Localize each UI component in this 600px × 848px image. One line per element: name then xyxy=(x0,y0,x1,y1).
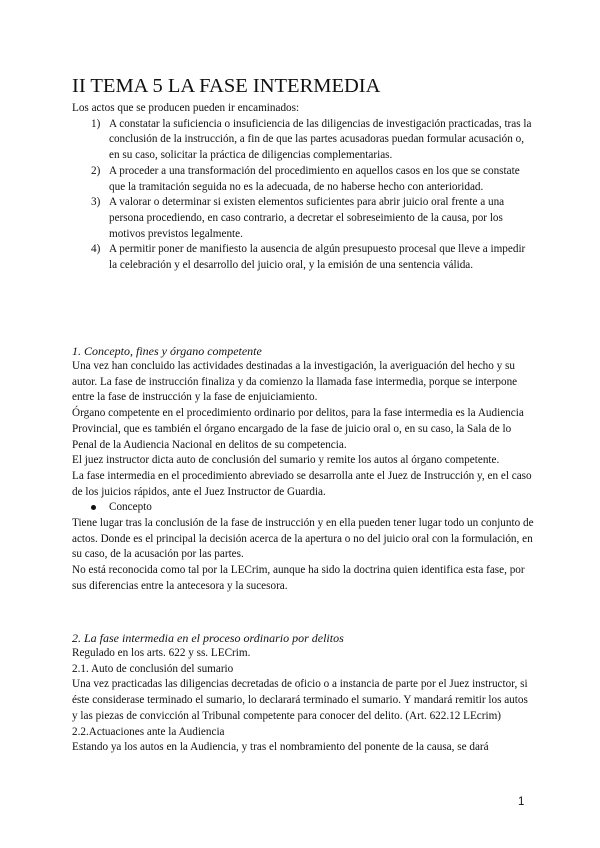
section-1-paragraph: El juez instructor dicta auto de conclusión del sumario y remite los autos al órgano competente. xyxy=(72,454,500,467)
list-item-number: 4) xyxy=(91,243,101,256)
intro-section xyxy=(72,101,534,274)
section-1 xyxy=(72,343,534,595)
list-item-text: A valorar o determinar si existen elementos suficientes para abrir juicio oral frente a una persona procediendo, en caso contrario, a decretar el sobreseimiento de la causa, por los motivos previstos legalmente. xyxy=(109,196,505,240)
section-2-paragraph: Regulado en los arts. 622 y ss. LECrim. xyxy=(72,647,251,659)
numbered-list xyxy=(72,117,534,274)
list-item xyxy=(72,164,534,195)
list-item-number: 2) xyxy=(91,164,101,177)
page-number: 1 xyxy=(518,796,525,808)
subsection-heading: 2.1. Auto de conclusión del sumario xyxy=(72,662,234,675)
bullet-icon xyxy=(91,505,96,510)
section-1-paragraph: Una vez han concluido las actividades destinadas a la investigación, la averiguación del hecho y su autor. La fase de instrucción finaliza y da comienzo la llamada fase intermedia, porque se interpone entre la fase de instrucción y la fase de enjuiciamiento. xyxy=(72,360,518,404)
list-item-number: 3) xyxy=(91,196,101,209)
section-1-heading: 1. Concepto, fines y órgano competente xyxy=(72,344,262,358)
list-item xyxy=(72,117,534,164)
section-1-paragraph: No está reconocida como tal por la LECrim, aunque ha sido la doctrina quien identifica esta fase, por sus diferencias entre la antecesora y la sucesora. xyxy=(72,564,525,592)
subsection-heading: 2.2.Actuaciones ante la Audiencia xyxy=(72,725,225,738)
section-2 xyxy=(72,630,534,756)
section-1-paragraph: Tiene lugar tras la conclusión de la fase de instrucción y en ella pueden tener lugar todo un conjunto de actos. Donde es el principal la decisión acerca de la apertura o no del juicio oral con la formulación, en su caso, de la acusación por las partes. xyxy=(72,517,534,561)
section-1-paragraph: Órgano competente en el procedimiento ordinario por delitos, para la fase intermedia es la Audiencia Provincial, que es también el órgano encargado de la fase de juicio oral o, en su caso, la Sala de lo Penal de la Audiencia Nacional en delitos de su competencia. xyxy=(72,407,524,451)
section-2-paragraph: Estando ya los autos en la Audiencia, y tras el nombramiento del ponente de la causa, se dará xyxy=(72,741,489,754)
list-item-text: A permitir poner de manifiesto la ausencia de algún presupuesto procesal que lleve a impedir la celebración y el desarrollo del juicio oral, y la emisión de una sentencia válida. xyxy=(109,243,526,272)
section-2-heading: 2. La fase intermedia en el proceso ordinario por delitos xyxy=(72,631,344,645)
list-item-number: 1) xyxy=(91,117,101,130)
bullet-item xyxy=(72,500,534,516)
bullet-item-text: Concepto xyxy=(109,501,152,514)
list-item-text: A constatar la suficiencia o insuficiencia de las diligencias de investigación practicadas, tras la conclusión de la instrucción, a fin de que las partes acusadoras puedan formular acusación o, en su caso, solicitar la práctica de diligencias complementarias. xyxy=(109,117,532,162)
intro-text: Los actos que se producen pueden ir encaminados: xyxy=(72,102,300,114)
bullet-list xyxy=(72,500,534,516)
list-item xyxy=(72,195,534,242)
section-2-paragraph: Una vez practicadas las diligencias decretadas de oficio o a instancia de parte por el Juez instructor, si éste considerase terminado el sumario, lo declarará terminado el sumario. Y mandará remitir los autos y las piezas de convicción al Tribunal competente para conocer del delito. (Art. 622.12 LEcrim) xyxy=(72,678,528,722)
section-1-paragraph: La fase intermedia en el procedimiento abreviado se desarrolla ante el Juez de Instrucción y, en el caso de los juicios rápidos, ante el Juez Instructor de Guardia. xyxy=(72,469,532,498)
list-item xyxy=(72,242,534,273)
page-title: II TEMA 5 LA FASE INTERMEDIA xyxy=(72,75,381,97)
list-item-text: A proceder a una transformación del procedimiento en aquellos casos en los que se constate que la tramitación seguida no es la adecuada, de no haberse hecho con anterioridad. xyxy=(109,164,520,193)
